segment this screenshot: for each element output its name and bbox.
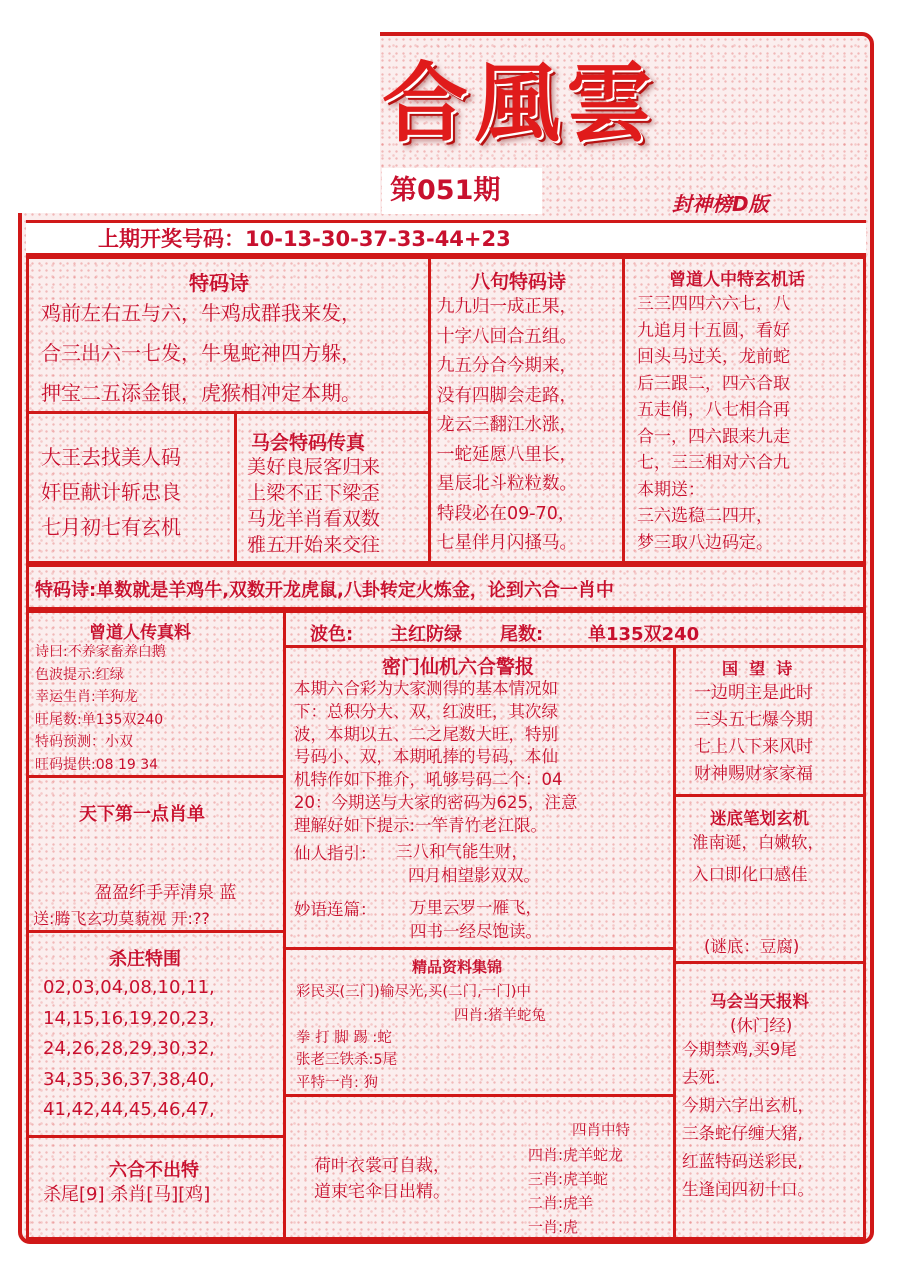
wave-label: 波色: <box>310 624 354 645</box>
line: 幸运生肖:羊狗龙 <box>35 689 138 705</box>
fine-data-box <box>283 947 676 1097</box>
riddle-answer: (谜底：豆腐) <box>704 937 800 956</box>
mahui-fax-title: 马会特码传真 <box>251 432 366 454</box>
line: 入口即化口感佳 <box>692 865 808 884</box>
line: 本期送： <box>637 479 705 500</box>
kill-surround-box <box>26 930 286 1138</box>
king-lines <box>41 440 181 545</box>
zeng-fax-box <box>26 610 286 778</box>
line: 九九归一成正果， <box>437 297 577 317</box>
riddle-lines <box>692 827 824 891</box>
line: 三头五七爆今期 <box>694 710 813 730</box>
secret-gate-body <box>294 678 578 838</box>
riddle-title: 迷底笔划玄机 <box>710 809 809 828</box>
line: 七星伴月闪搔马。 <box>437 533 577 553</box>
national-poem-title: 国 望 诗 <box>722 659 793 678</box>
mahui-daily-title: 马会当天报料 <box>710 992 809 1011</box>
hint-lines <box>396 840 540 888</box>
secret-gate-title: 密门仙机六合警报 <box>382 656 535 678</box>
line: 押宝二五添金银，虎猴相冲定本期。 <box>41 381 361 405</box>
last-draw-text: 上期开奖号码：10-13-30-37-33-44+23 <box>98 227 511 251</box>
line: 本期六合彩为大家测得的基本情况如 <box>294 679 558 698</box>
line: 去死. <box>682 1068 721 1087</box>
line: 回头马过关，龙前蛇 <box>637 347 790 367</box>
line: 今期禁鸡,买9尾 <box>682 1040 797 1059</box>
edition-label: 封神榜D版 <box>672 192 769 216</box>
no-special-box <box>26 1135 286 1240</box>
line: 奸臣献计斩忠良 <box>41 480 181 504</box>
tema-poem-lines <box>41 293 361 413</box>
eight-line-title: 八句特码诗 <box>471 271 567 293</box>
line: 二肖:虎羊 <box>528 1194 594 1212</box>
first-zodiac-line1: 盈盈纤手弄清泉 蓝 <box>95 883 237 903</box>
mahui-fax-lines <box>247 454 380 558</box>
line: 九五分合今期来， <box>437 356 577 376</box>
fine-data-line3: 拳 打 脚 踢 :蛇 <box>296 1030 392 1046</box>
line: 24,26,28,29,30,32, <box>43 1038 215 1059</box>
riddle-box <box>673 794 866 964</box>
line: 02,03,04,08,10,11, <box>43 977 215 998</box>
four-zodiac-box <box>283 1094 676 1240</box>
mahui-daily-lines <box>682 1036 814 1204</box>
secret-gate-box <box>283 645 676 950</box>
mahui-daily-box <box>673 961 866 1240</box>
wonder-lines <box>410 896 542 944</box>
line: 一肖:虎 <box>528 1218 579 1236</box>
line: 机特作如下推介，吼够号码二个：04 <box>294 770 563 790</box>
line: 色波提示:红绿 <box>35 666 124 683</box>
kill-surround-lines <box>43 973 215 1126</box>
line: 特码预测：小双 <box>35 734 133 750</box>
line: 20：今期送与大家的密码为625，注意 <box>294 792 578 812</box>
zeng-secret-title: 曾道人中特玄机话 <box>669 270 805 290</box>
line: 十字八回合五组。 <box>437 326 577 347</box>
wave-value: 主红防绿 <box>390 624 462 645</box>
tail-value: 单135双240 <box>588 624 700 645</box>
hint-label: 仙人指引： <box>294 844 377 863</box>
tail-label: 尾数: <box>500 624 544 645</box>
line: 34,35,36,37,38,40, <box>43 1068 215 1090</box>
issue-number: 第051期 <box>382 168 542 214</box>
fine-data-title: 精品资料集锦 <box>412 958 503 976</box>
blank-area <box>18 28 380 213</box>
mahui-daily-subtitle: (休门经) <box>730 1016 793 1035</box>
line: 下：总积分大、双，红波旺，其次绿 <box>294 701 558 721</box>
line: 淮南诞，白嫩软， <box>692 833 824 852</box>
line: 合三出六一七发，牛鬼蛇神四方躲， <box>41 341 361 365</box>
wonder-label: 妙语连篇： <box>294 900 377 919</box>
line: 41,42,44,45,46,47, <box>43 1099 215 1120</box>
line: 道束宅伞日出精。 <box>314 1182 450 1202</box>
last-draw-bar <box>26 220 866 256</box>
line: 后三跟二，四六合取 <box>637 373 790 394</box>
line: 没有四脚会走路， <box>437 385 577 406</box>
no-special-title: 六合不出特 <box>109 1160 199 1181</box>
line: 三三四四六六七，八 <box>637 294 790 314</box>
zeng-fax-title: 曾道人传真料 <box>89 623 191 643</box>
fine-data-line4: 张老三铁杀:5尾 <box>296 1052 398 1068</box>
wave-bar <box>283 610 866 648</box>
line: 七月初七有玄机 <box>41 515 181 539</box>
line: 四书一经尽饱读。 <box>410 922 542 941</box>
tema-banner-box <box>26 564 866 610</box>
tema-poem-title: 特码诗 <box>189 271 249 295</box>
eight-line-lines <box>437 293 577 559</box>
line: 万里云罗一雁飞， <box>410 898 542 917</box>
line: 今期六字出玄机， <box>682 1096 814 1115</box>
national-poem-box <box>673 645 866 797</box>
no-special-line: 杀尾[9] 杀肖[马][鸡] <box>43 1184 211 1205</box>
line: 三八和气能生财， <box>396 842 528 861</box>
line: 上梁不正下梁歪 <box>247 482 381 504</box>
line: 财神赐财家家福 <box>694 764 813 784</box>
line: 特段必在09-70， <box>437 503 576 524</box>
four-zodiac-title: 四肖中特 <box>572 1123 630 1139</box>
line: 鸡前左右五与六，牛鸡成群我来发， <box>41 301 361 325</box>
eight-line-box <box>428 256 625 564</box>
line: 梦三取八边码定。 <box>637 532 773 553</box>
line: 星辰北斗粒粒数。 <box>437 474 577 494</box>
tema-poem-box <box>26 256 431 414</box>
line: 一蛇延愿八里长， <box>437 444 577 465</box>
zeng-fax-lines <box>35 641 166 776</box>
line: 马龙羊肖看双数 <box>247 508 381 530</box>
line: 大王去找美人码 <box>41 445 181 469</box>
line: 龙云三翻江水涨， <box>437 415 577 435</box>
national-poem-lines <box>694 680 813 788</box>
line: 四月相望影双双。 <box>408 866 540 885</box>
four-zodiac-poem <box>314 1153 450 1205</box>
line: 诗曰:不养家畜养白鹅 <box>35 644 166 660</box>
kill-surround-title: 杀庄特围 <box>109 949 181 970</box>
zeng-secret-box <box>622 256 866 564</box>
line: 雅五开始来交往 <box>247 534 381 556</box>
fine-data-line5: 平特一肖: 狗 <box>296 1075 378 1091</box>
line: 七上八下来风时 <box>694 737 813 757</box>
line: 美好良辰客归来 <box>247 456 381 478</box>
line: 三肖:虎羊蛇 <box>528 1170 609 1188</box>
line: 九追月十五圆，看好 <box>637 320 790 341</box>
line: 波，本期以五、二之尾数大旺，特别 <box>294 724 558 744</box>
line: 理解好如下提示:一竿青竹老江限。 <box>294 815 548 835</box>
king-box <box>26 411 237 564</box>
line: 生逢闰四初十口。 <box>682 1180 814 1199</box>
line: 四肖:虎羊蛇龙 <box>528 1146 624 1164</box>
line: 七，三三相对六合九 <box>637 453 790 473</box>
line: 号码小、双，本期吼捧的号码，本仙 <box>294 747 558 767</box>
first-zodiac-title: 天下第一点肖单 <box>79 804 205 825</box>
line: 红蓝特码送彩民, <box>682 1152 803 1171</box>
fine-data-line2: 四肖:猪羊蛇兔 <box>454 1008 546 1024</box>
line: 旺尾数:单135双240 <box>35 711 164 728</box>
line: 一边明主是此时 <box>694 683 813 703</box>
first-zodiac-line2: 送:腾飞玄功莫藐视 开:?? <box>33 909 210 928</box>
masthead-logo: 合風雲 <box>382 53 658 154</box>
line: 三六选稳二四开， <box>637 506 773 526</box>
line: 五走俏，八七相合再 <box>637 400 790 420</box>
zeng-secret-lines <box>637 291 790 556</box>
line: 荷叶衣裳可自裁， <box>314 1156 450 1176</box>
mahui-fax-box <box>234 411 431 564</box>
four-zodiac-lines <box>528 1143 623 1239</box>
tema-banner: 特码诗:单数就是羊鸡牛,双数开龙虎鼠,八卦转定火炼金，论到六合一肖中 <box>35 580 614 601</box>
fine-data-line1: 彩民买(三门)输尽光,买(二门,一门)中 <box>296 984 531 1000</box>
line: 14,15,16,19,20,23, <box>43 1007 215 1029</box>
line: 合一，四六跟来九走 <box>637 426 790 447</box>
line: 旺码提供:08 19 34 <box>35 756 159 773</box>
line: 三条蛇仔缠大猪, <box>682 1124 803 1143</box>
first-zodiac-box <box>26 775 286 933</box>
